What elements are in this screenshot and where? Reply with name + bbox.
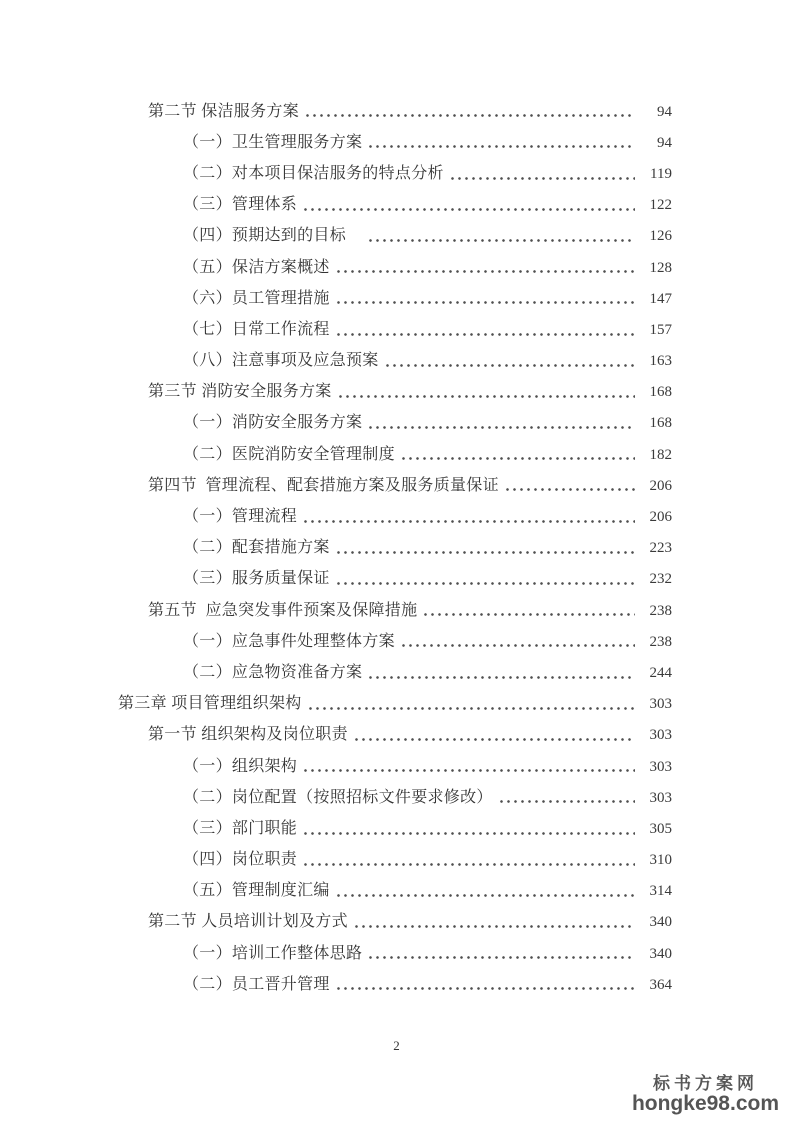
watermark-site-name: 标书方案网 <box>652 1074 758 1093</box>
toc-entry <box>118 969 672 1000</box>
toc-entry-page: 168 <box>649 415 672 432</box>
toc-entry <box>118 346 672 377</box>
toc-entry-page: 168 <box>649 384 672 401</box>
toc-entry-page: 303 <box>649 727 672 744</box>
toc-entry <box>118 657 672 688</box>
toc-entry-page: 303 <box>649 696 672 713</box>
toc-entry-page: 232 <box>649 571 672 588</box>
dot-leader <box>504 488 635 491</box>
toc-entry-title: （二）岗位配置（按照招标文件要求修改） <box>183 788 493 806</box>
dot-leader <box>367 676 635 679</box>
toc-entry <box>118 190 672 221</box>
toc-entry <box>118 127 672 158</box>
toc-entry <box>118 938 672 969</box>
dot-leader <box>353 738 635 741</box>
toc-entry-title: （一）应急事件处理整体方案 <box>183 632 395 650</box>
dot-leader <box>302 208 635 211</box>
dot-leader <box>335 987 635 990</box>
toc-entry <box>118 782 672 813</box>
dot-leader <box>302 520 635 523</box>
toc-entry-page: 340 <box>649 945 672 962</box>
toc-entry-title: （二）对本项目保洁服务的特点分析 <box>183 164 444 182</box>
toc-entry-title: （二）医院消防安全管理制度 <box>183 445 395 463</box>
toc-entry-page: 238 <box>649 602 672 619</box>
toc-entry-title: （七）日常工作流程 <box>183 320 330 338</box>
toc-entry-page: 314 <box>649 883 672 900</box>
toc-entry <box>118 252 672 283</box>
toc-entry-title: 第三节 消防安全服务方案 <box>148 383 332 401</box>
toc-entry-page: 303 <box>649 758 672 775</box>
toc-entry-title: （一）培训工作整体思路 <box>183 944 363 962</box>
toc-entry-title: （三）服务质量保证 <box>183 570 330 588</box>
dot-leader <box>304 114 635 117</box>
dot-leader <box>384 364 635 367</box>
dot-leader <box>367 145 635 148</box>
toc-entry-page: 119 <box>650 165 672 182</box>
dot-leader <box>335 582 635 585</box>
dot-leader <box>335 270 635 273</box>
toc-entry <box>118 501 672 532</box>
toc-entry <box>118 751 672 782</box>
toc-entry <box>118 564 672 595</box>
dot-leader <box>335 333 635 336</box>
table-of-contents <box>118 96 672 1000</box>
toc-entry-page: 340 <box>649 914 672 931</box>
dot-leader <box>422 613 635 616</box>
toc-entry <box>118 876 672 907</box>
toc-entry-page: 128 <box>649 259 672 276</box>
toc-entry-title: （四）岗位职责 <box>183 851 298 869</box>
toc-entry <box>118 626 672 657</box>
toc-entry-title: （一）卫生管理服务方案 <box>183 133 363 151</box>
toc-entry-page: 238 <box>649 633 672 650</box>
toc-entry-title: （五）管理制度汇编 <box>183 882 330 900</box>
toc-entry-page: 163 <box>649 353 672 370</box>
dot-leader <box>353 925 635 928</box>
toc-entry <box>118 720 672 751</box>
dot-leader <box>337 395 635 398</box>
toc-entry-title: （五）保洁方案概述 <box>183 258 330 276</box>
toc-entry-title: 第五节 应急突发事件预案及保障措施 <box>148 601 418 619</box>
toc-entry <box>118 221 672 252</box>
toc-entry <box>118 533 672 564</box>
toc-entry-page: 244 <box>649 664 672 681</box>
footer-page-number: 2 <box>393 1038 400 1053</box>
dot-leader <box>367 239 635 242</box>
toc-entry <box>118 158 672 189</box>
toc-entry-page: 182 <box>649 446 672 463</box>
toc-entry-page: 310 <box>649 852 672 869</box>
toc-entry-title: （八）注意事项及应急预案 <box>183 352 379 370</box>
toc-entry-title: 第二节 保洁服务方案 <box>148 102 300 120</box>
toc-entry-title: （三）管理体系 <box>183 196 298 214</box>
toc-entry <box>118 314 672 345</box>
dot-leader <box>302 863 635 866</box>
toc-entry <box>118 470 672 501</box>
site-watermark <box>632 1074 779 1114</box>
watermark-site-url: hongke98.com <box>631 1092 779 1115</box>
toc-entry-title: （二）员工晋升管理 <box>183 975 330 993</box>
toc-entry <box>118 595 672 626</box>
toc-entry-page: 303 <box>649 789 672 806</box>
dot-leader <box>449 177 635 180</box>
toc-entry-title: （一）消防安全服务方案 <box>183 414 363 432</box>
toc-entry <box>118 845 672 876</box>
dot-leader <box>498 800 635 803</box>
dot-leader <box>307 707 635 710</box>
toc-entry <box>118 96 672 127</box>
toc-entry-title: 第四节 管理流程、配套措施方案及服务质量保证 <box>148 476 499 494</box>
dot-leader <box>335 894 635 897</box>
toc-entry <box>118 377 672 408</box>
dot-leader <box>335 551 635 554</box>
toc-entry <box>118 283 672 314</box>
dot-leader <box>367 956 635 959</box>
dot-leader <box>400 644 635 647</box>
toc-entry-page: 94 <box>657 103 672 120</box>
dot-leader <box>400 457 635 460</box>
dot-leader <box>335 301 635 304</box>
toc-entry-page: 206 <box>649 477 672 494</box>
toc-entry-title: （三）部门职能 <box>183 819 298 837</box>
toc-entry <box>118 439 672 470</box>
toc-entry-title: （四）预期达到的目标 <box>183 227 363 245</box>
toc-entry-title: （二）配套措施方案 <box>183 539 330 557</box>
toc-entry-page: 223 <box>649 540 672 557</box>
toc-entry-page: 157 <box>649 321 672 338</box>
toc-entry-page: 364 <box>649 976 672 993</box>
toc-entry-title: （一）管理流程 <box>183 508 298 526</box>
toc-entry <box>118 813 672 844</box>
toc-entry-title: （六）员工管理措施 <box>183 289 330 307</box>
dot-leader <box>367 426 635 429</box>
toc-entry <box>118 689 672 720</box>
toc-entry-title: （二）应急物资准备方案 <box>183 663 363 681</box>
toc-entry-title: 第三章 项目管理组织架构 <box>118 695 302 713</box>
toc-entry-title: 第一节 组织架构及岗位职责 <box>148 726 348 744</box>
dot-leader <box>302 769 635 772</box>
dot-leader <box>302 832 635 835</box>
toc-entry <box>118 408 672 439</box>
toc-entry <box>118 907 672 938</box>
toc-entry-page: 126 <box>649 228 672 245</box>
toc-entry-title: （一）组织架构 <box>183 757 298 775</box>
toc-entry-page: 94 <box>657 134 672 151</box>
toc-entry-page: 206 <box>649 509 672 526</box>
toc-entry-page: 147 <box>649 290 672 307</box>
toc-entry-title: 第二节 人员培训计划及方式 <box>148 913 348 931</box>
toc-entry-page: 305 <box>649 820 672 837</box>
toc-entry-page: 122 <box>649 197 672 214</box>
